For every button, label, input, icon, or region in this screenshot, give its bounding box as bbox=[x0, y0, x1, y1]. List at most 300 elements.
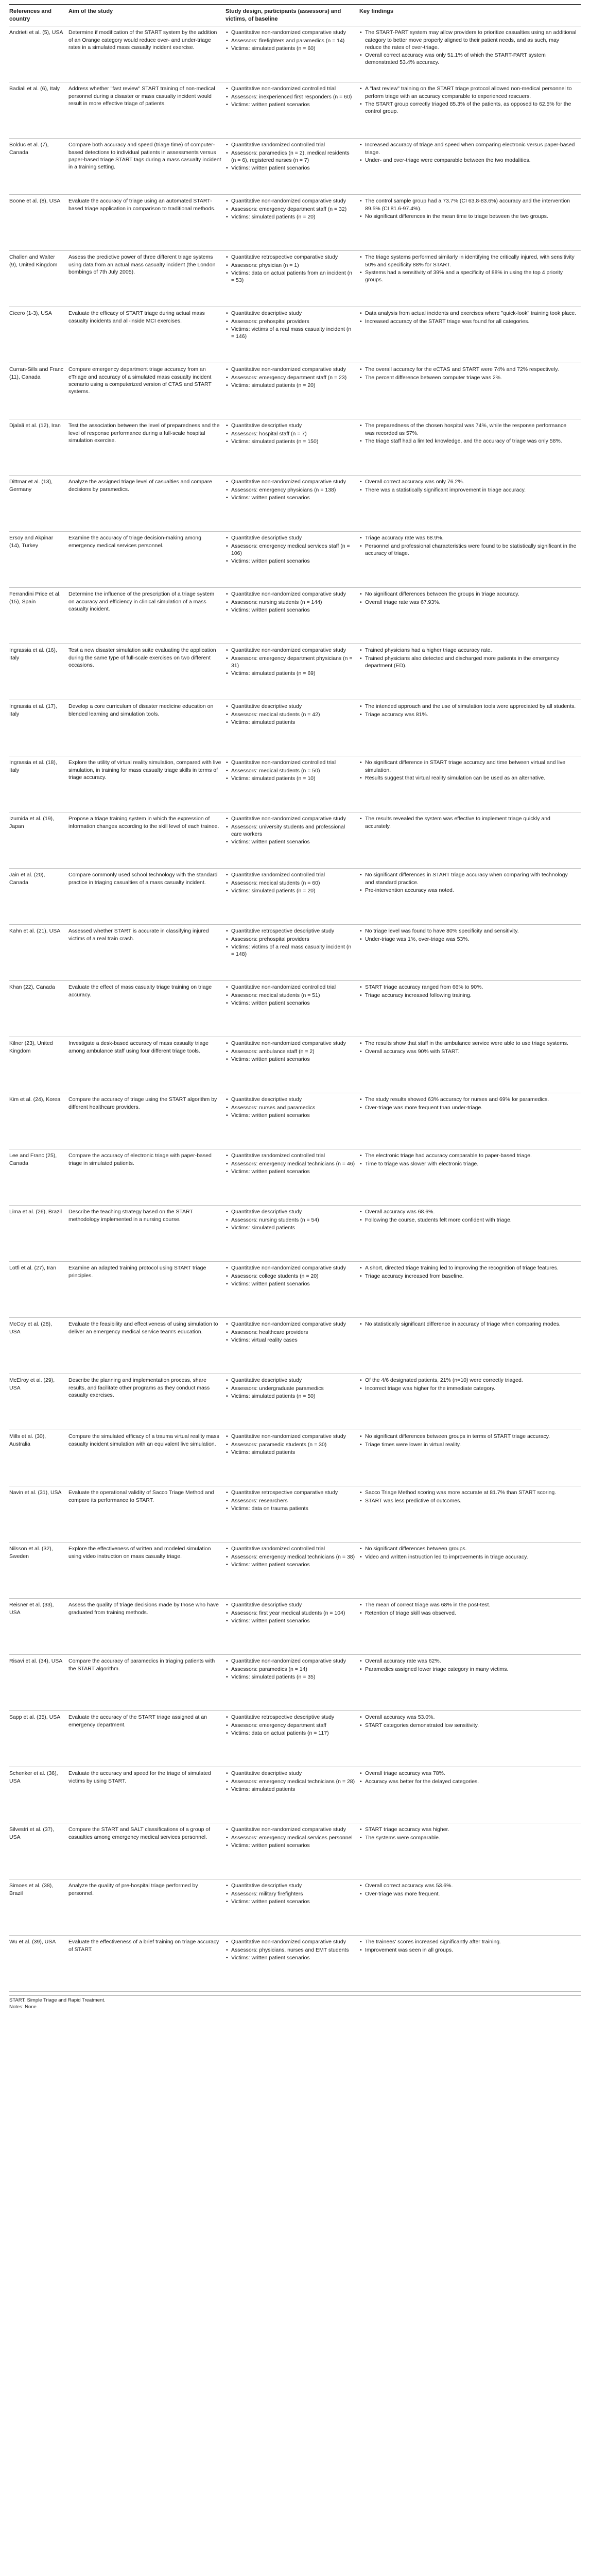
cell-aim: Describe the teaching strategy based on the START methodology implemented in a nursing course. bbox=[68, 1206, 225, 1262]
findings-item: • No significant difference in START triage accuracy and time between virtual and live simulation. bbox=[365, 759, 577, 773]
design-item: • Quantitative descriptive study bbox=[231, 703, 355, 710]
design-item: • Assessors: inexperienced first responders (n = 60) bbox=[231, 93, 355, 100]
design-item: • Victims: written patient scenarios bbox=[231, 557, 355, 565]
cell-reference: Simoes et al. (38), Brazil bbox=[9, 1879, 68, 1936]
cell-design bbox=[225, 1262, 359, 1318]
cell-aim: Describe the planning and implementation process, share results, and facilitate other programs as they conduct mass casualty exercises. bbox=[68, 1374, 225, 1430]
design-item: • Assessors: emergency medical technicians (n = 38) bbox=[231, 1553, 355, 1561]
findings-list bbox=[359, 310, 577, 325]
footnote: Notes: None. bbox=[9, 2004, 38, 2010]
table-row bbox=[9, 812, 581, 869]
table-row bbox=[9, 1711, 581, 1767]
table-row bbox=[9, 363, 581, 419]
cell-design bbox=[225, 1823, 359, 1879]
findings-list bbox=[359, 366, 577, 381]
findings-list bbox=[359, 703, 577, 718]
findings-item: • The overall accuracy for the eCTAS and START were 74% and 72% respectively. bbox=[365, 366, 577, 373]
table-row bbox=[9, 869, 581, 925]
design-item: • Quantitative descriptive study bbox=[231, 1882, 355, 1889]
findings-list bbox=[359, 141, 577, 163]
cell-findings bbox=[359, 532, 581, 588]
findings-item: • Overall correct accuracy was only 76.2%. bbox=[365, 478, 577, 485]
cell-aim: Compare the accuracy of electronic triage with paper-based triage in simulated patients. bbox=[68, 1149, 225, 1206]
cell-reference: Ingrassia et al. (16), Italy bbox=[9, 644, 68, 700]
design-item: • Assessors: emergency medical services personnel bbox=[231, 1834, 355, 1841]
cell-findings bbox=[359, 1318, 581, 1374]
design-list bbox=[225, 85, 355, 108]
design-list bbox=[225, 197, 355, 220]
design-item: • Assessors: emergency department staff bbox=[231, 1722, 355, 1729]
design-item: • Assessors: emergency physicians (n = 138) bbox=[231, 486, 355, 494]
cell-aim: Determine the influence of the prescription of a triage system on accuracy and efficiency in clinical simulation of a mass casualty incident. bbox=[68, 588, 225, 644]
cell-findings bbox=[359, 363, 581, 419]
cell-aim: Evaluate the effect of mass casualty triage training on triage accuracy. bbox=[68, 981, 225, 1037]
design-item: • Assessors: firefighters and paramedics (n = 14) bbox=[231, 37, 355, 44]
design-list bbox=[225, 422, 355, 445]
header-design: Study design, participants (assessors) and victims, of baseline bbox=[225, 5, 359, 26]
table-row bbox=[9, 1430, 581, 1486]
findings-item: • Pre-intervention accuracy was noted. bbox=[365, 887, 577, 894]
design-item: • Victims: written patient scenarios bbox=[231, 101, 355, 108]
design-item: • Victims: written patient scenarios bbox=[231, 1617, 355, 1624]
design-item: • Assessors: prehospital providers bbox=[231, 318, 355, 325]
findings-item: • Incorrect triage was higher for the immediate category. bbox=[365, 1385, 577, 1392]
cell-design bbox=[225, 1093, 359, 1149]
cell-aim: Investigate a desk-based accuracy of mass casualty triage among ambulance staff using four different triage tools. bbox=[68, 1037, 225, 1093]
design-item: • Victims: simulated patients bbox=[231, 719, 355, 726]
findings-item: • The preparedness of the chosen hospital was 74%, while the response performance was recorded as 57%. bbox=[365, 422, 577, 436]
findings-list bbox=[359, 534, 577, 556]
table-row bbox=[9, 1037, 581, 1093]
findings-list bbox=[359, 815, 577, 829]
cell-reference: Badiali et al. (6), Italy bbox=[9, 82, 68, 139]
design-item: • Quantitative descriptive study bbox=[231, 422, 355, 429]
cell-findings bbox=[359, 1149, 581, 1206]
design-list bbox=[225, 1377, 355, 1399]
design-item: • Quantitative non-randomized comparative study bbox=[231, 647, 355, 654]
findings-item: • Triage accuracy increased from baseline. bbox=[365, 1273, 577, 1280]
table-row bbox=[9, 1767, 581, 1823]
cell-aim: Evaluate the effectiveness of a brief training on triage accuracy of START. bbox=[68, 1936, 225, 1992]
cell-aim: Compare the accuracy of paramedics in triaging patients with the START algorithm. bbox=[68, 1655, 225, 1711]
design-item: • Victims: written patient scenarios bbox=[231, 1280, 355, 1287]
findings-item: • Overall accuracy rate was 62%. bbox=[365, 1657, 577, 1665]
cell-findings bbox=[359, 700, 581, 756]
findings-item: • Over-triage was more frequent. bbox=[365, 1890, 577, 1897]
findings-item: • The study results showed 63% accuracy for nurses and 69% for paramedics. bbox=[365, 1096, 577, 1103]
cell-findings bbox=[359, 139, 581, 195]
design-item: • Quantitative retrospective comparative study bbox=[231, 253, 355, 261]
design-list bbox=[225, 253, 355, 283]
table-row bbox=[9, 1206, 581, 1262]
design-item: • Quantitative descriptive study bbox=[231, 1377, 355, 1384]
design-item: • Victims: written patient scenarios bbox=[231, 1561, 355, 1568]
cell-findings bbox=[359, 1599, 581, 1655]
table-body bbox=[9, 26, 581, 1992]
findings-list bbox=[359, 253, 577, 283]
table-footnotes bbox=[9, 1995, 581, 2011]
cell-findings bbox=[359, 1879, 581, 1936]
findings-item: • Of the 4/6 designated patients, 21% (n=10) were correctly triaged. bbox=[365, 1377, 577, 1384]
cell-aim: Propose a triage training system in which the expression of information changes according to the skill level of each trainee. bbox=[68, 812, 225, 869]
design-item: • Victims: data on actual patients (n = 117) bbox=[231, 1730, 355, 1737]
findings-item: • The control sample group had a 73.7% (CI 63.8-83.6%) accuracy and the intervention 89.5% (CI 81.6-97.4%). bbox=[365, 197, 577, 212]
cell-reference: Dittmar et al. (13), Germany bbox=[9, 476, 68, 532]
table-row bbox=[9, 476, 581, 532]
design-item: • Quantitative descriptive study bbox=[231, 1770, 355, 1777]
cell-design bbox=[225, 532, 359, 588]
design-item: • Assessors: emergency department physicians (n = 31) bbox=[231, 655, 355, 669]
design-item: • Assessors: university students and professional care workers bbox=[231, 823, 355, 838]
design-item: • Assessors: emergency medical services staff (n = 106) bbox=[231, 543, 355, 557]
design-list bbox=[225, 366, 355, 388]
table-row bbox=[9, 588, 581, 644]
design-item: • Quantitative non-randomized comparative study bbox=[231, 815, 355, 822]
cell-aim: Test a new disaster simulation suite evaluating the application during the same type of full-scale exercises on two different occasions. bbox=[68, 644, 225, 700]
design-item: • Quantitative non-randomized comparative study bbox=[231, 1433, 355, 1440]
cell-design bbox=[225, 700, 359, 756]
cell-design bbox=[225, 476, 359, 532]
table-row bbox=[9, 1486, 581, 1543]
findings-item: • No significant differences in the mean time to triage between the two groups. bbox=[365, 213, 577, 220]
cell-aim: Compare both accuracy and speed (triage time) of computer-based detections to individual patients in assessments versus paper-based triage START tags during a mass casualty incident in a training setting. bbox=[68, 139, 225, 195]
design-list bbox=[225, 1826, 355, 1849]
design-item: • Assessors: nursing students (n = 54) bbox=[231, 1216, 355, 1224]
cell-findings bbox=[359, 1093, 581, 1149]
design-list bbox=[225, 815, 355, 845]
findings-list bbox=[359, 1601, 577, 1616]
design-item: • Victims: victims of a real mass casualty incident (n = 148) bbox=[231, 943, 355, 958]
design-item: • Quantitative non-randomized comparative study bbox=[231, 1657, 355, 1665]
findings-list bbox=[359, 1208, 577, 1223]
cell-design bbox=[225, 1037, 359, 1093]
table-row bbox=[9, 1149, 581, 1206]
design-item: • Victims: written patient scenarios bbox=[231, 1954, 355, 1961]
studies-table bbox=[9, 4, 581, 1992]
findings-list bbox=[359, 1938, 577, 1953]
design-item: • Victims: written patient scenarios bbox=[231, 494, 355, 501]
design-item: • Victims: simulated patients (n = 60) bbox=[231, 45, 355, 52]
design-item: • Quantitative randomized controlled trial bbox=[231, 141, 355, 148]
cell-reference: McElroy et al. (29), USA bbox=[9, 1374, 68, 1430]
cell-design bbox=[225, 1879, 359, 1936]
design-list bbox=[225, 1040, 355, 1062]
design-item: • Victims: simulated patients (n = 20) bbox=[231, 382, 355, 389]
findings-item: • START triage accuracy ranged from 66% to 90%. bbox=[365, 984, 577, 991]
findings-item: • START triage accuracy was higher. bbox=[365, 1826, 577, 1833]
design-list bbox=[225, 1433, 355, 1455]
design-item: • Victims: simulated patients (n = 69) bbox=[231, 670, 355, 677]
design-list bbox=[225, 1208, 355, 1231]
table-row bbox=[9, 1879, 581, 1936]
table-row bbox=[9, 756, 581, 812]
cell-reference: Sapp et al. (35), USA bbox=[9, 1711, 68, 1767]
design-item: • Assessors: emergency department staff (n = 32) bbox=[231, 206, 355, 213]
design-item: • Quantitative retrospective descriptive study bbox=[231, 927, 355, 935]
cell-reference: Wu et al. (39), USA bbox=[9, 1936, 68, 1992]
design-item: • Victims: simulated patients bbox=[231, 1224, 355, 1231]
cell-reference: Khan (22), Canada bbox=[9, 981, 68, 1037]
cell-design bbox=[225, 1711, 359, 1767]
findings-list bbox=[359, 1770, 577, 1785]
design-item: • Victims: written patient scenarios bbox=[231, 1842, 355, 1849]
findings-item: • Increased accuracy of triage and speed when comparing electronic versus paper-based triage. bbox=[365, 141, 577, 156]
findings-item: • Overall accuracy was 68.6%. bbox=[365, 1208, 577, 1215]
table-row bbox=[9, 700, 581, 756]
cell-findings bbox=[359, 981, 581, 1037]
cell-reference: Boone et al. (8), USA bbox=[9, 195, 68, 251]
cell-design bbox=[225, 1767, 359, 1823]
design-item: • Assessors: prehospital providers bbox=[231, 936, 355, 943]
design-item: • Assessors: medical students (n = 60) bbox=[231, 879, 355, 887]
design-item: • Quantitative non-randomized controlled trial bbox=[231, 984, 355, 991]
cell-design bbox=[225, 644, 359, 700]
findings-list bbox=[359, 1826, 577, 1841]
cell-findings bbox=[359, 1711, 581, 1767]
cell-reference: Ingrassia et al. (17), Italy bbox=[9, 700, 68, 756]
cell-aim: Determine if modification of the START system by the addition of an Orange category would reduce over- and under-triage rates in a simulated mass casualty incident exercise. bbox=[68, 26, 225, 82]
cell-findings bbox=[359, 476, 581, 532]
design-item: • Quantitative retrospective descriptive study bbox=[231, 1714, 355, 1721]
cell-aim: Examine the accuracy of triage decision-making among emergency medical services personnel. bbox=[68, 532, 225, 588]
cell-reference: Lima et al. (26), Brazil bbox=[9, 1206, 68, 1262]
findings-list bbox=[359, 1657, 577, 1672]
findings-item: • Systems had a sensitivity of 39% and a specificity of 88% in using the top 4 priority groups. bbox=[365, 269, 577, 283]
design-list bbox=[225, 703, 355, 725]
findings-item: • There was a statistically significant improvement in triage accuracy. bbox=[365, 486, 577, 494]
cell-design bbox=[225, 363, 359, 419]
design-item: • Victims: written patient scenarios bbox=[231, 606, 355, 614]
cell-design bbox=[225, 307, 359, 363]
design-item: • Victims: written patient scenarios bbox=[231, 1168, 355, 1175]
cell-design bbox=[225, 812, 359, 869]
cell-aim: Evaluate the efficacy of START triage during actual mass casualty incidents and all-inside MCI exercises. bbox=[68, 307, 225, 363]
findings-list bbox=[359, 1377, 577, 1392]
cell-aim: Assessed whether START is accurate in classifying injured victims of a real train crash. bbox=[68, 925, 225, 981]
findings-item: • Overall triage rate was 67.93%. bbox=[365, 599, 577, 606]
findings-item: • Overall correct accuracy was 53.6%. bbox=[365, 1882, 577, 1889]
findings-item: • Overall accuracy was 53.0%. bbox=[365, 1714, 577, 1721]
design-list bbox=[225, 1152, 355, 1175]
findings-item: • Over-triage was more frequent than under-triage. bbox=[365, 1104, 577, 1111]
design-list bbox=[225, 590, 355, 613]
findings-item: • Under- and over-triage were comparable between the two modalities. bbox=[365, 157, 577, 164]
findings-list bbox=[359, 1545, 577, 1560]
table-row bbox=[9, 1823, 581, 1879]
findings-list bbox=[359, 1320, 577, 1328]
design-item: • Assessors: military firefighters bbox=[231, 1890, 355, 1897]
design-item: • Quantitative non-randomized comparative study bbox=[231, 1938, 355, 1945]
cell-reference: Kim et al. (24), Korea bbox=[9, 1093, 68, 1149]
cell-design bbox=[225, 1936, 359, 1992]
design-list bbox=[225, 1489, 355, 1512]
findings-list bbox=[359, 1264, 577, 1279]
design-item: • Victims: written patient scenarios bbox=[231, 1898, 355, 1905]
table-row bbox=[9, 195, 581, 251]
design-item: • Assessors: emergency department staff (n = 23) bbox=[231, 374, 355, 381]
table-row bbox=[9, 925, 581, 981]
cell-reference: Andrieti et al. (5), USA bbox=[9, 26, 68, 82]
design-item: • Quantitative non-randomized comparative study bbox=[231, 590, 355, 598]
design-item: • Victims: simulated patients (n = 20) bbox=[231, 213, 355, 221]
cell-findings bbox=[359, 869, 581, 925]
design-item: • Quantitative non-randomized comparative study bbox=[231, 366, 355, 373]
cell-findings bbox=[359, 1430, 581, 1486]
cell-design bbox=[225, 869, 359, 925]
design-item: • Victims: simulated patients bbox=[231, 1786, 355, 1793]
cell-reference: Kilner (23), United Kingdom bbox=[9, 1037, 68, 1093]
cell-design bbox=[225, 588, 359, 644]
cell-design bbox=[225, 1149, 359, 1206]
cell-aim: Evaluate the accuracy of the START triage assigned at an emergency department. bbox=[68, 1711, 225, 1767]
design-item: • Victims: written patient scenarios bbox=[231, 1056, 355, 1063]
design-item: • Assessors: medical students (n = 51) bbox=[231, 992, 355, 999]
cell-design bbox=[225, 139, 359, 195]
findings-list bbox=[359, 647, 577, 669]
findings-item: • Overall triage accuracy was 78%. bbox=[365, 1770, 577, 1777]
cell-design bbox=[225, 82, 359, 139]
findings-list bbox=[359, 984, 577, 998]
findings-list bbox=[359, 590, 577, 605]
findings-item: • No statistically significant difference in accuracy of triage when comparing modes. bbox=[365, 1320, 577, 1328]
table-row bbox=[9, 1262, 581, 1318]
findings-item: • Results suggest that virtual reality simulation can be used as an alternative. bbox=[365, 774, 577, 782]
findings-item: • Trained physicians had a higher triage accuracy rate. bbox=[365, 647, 577, 654]
design-item: • Quantitative non-randomized comparative study bbox=[231, 478, 355, 485]
findings-list bbox=[359, 478, 577, 493]
design-item: • Quantitative non-randomized comparative study bbox=[231, 1826, 355, 1833]
design-list bbox=[225, 1601, 355, 1624]
cell-reference: Risavi et al. (34), USA bbox=[9, 1655, 68, 1711]
cell-design bbox=[225, 251, 359, 307]
design-list bbox=[225, 1096, 355, 1118]
findings-list bbox=[359, 1714, 577, 1728]
design-item: • Assessors: medical students (n = 42) bbox=[231, 711, 355, 718]
design-list bbox=[225, 759, 355, 782]
table-row bbox=[9, 1318, 581, 1374]
findings-item: • The results revealed the system was effective to implement triage quickly and accurately. bbox=[365, 815, 577, 829]
design-list bbox=[225, 478, 355, 501]
cell-aim: Evaluate the operational validity of Sacco Triage Method and compare its performance to START. bbox=[68, 1486, 225, 1543]
table-row bbox=[9, 1599, 581, 1655]
design-item: • Victims: simulated patients (n = 35) bbox=[231, 1673, 355, 1681]
cell-aim: Examine an adapted training protocol using START triage principles. bbox=[68, 1262, 225, 1318]
cell-findings bbox=[359, 925, 581, 981]
design-item: • Quantitative non-randomized comparative study bbox=[231, 1264, 355, 1272]
design-item: • Assessors: ambulance staff (n = 2) bbox=[231, 1048, 355, 1055]
findings-item: • Time to triage was slower with electronic triage. bbox=[365, 1160, 577, 1167]
findings-item: • The mean of correct triage was 68% in the post-test. bbox=[365, 1601, 577, 1608]
design-list bbox=[225, 871, 355, 894]
findings-item: • The trainees' scores increased significantly after training. bbox=[365, 1938, 577, 1945]
cell-findings bbox=[359, 26, 581, 82]
cell-reference: Ersoy and Akpinar (14), Turkey bbox=[9, 532, 68, 588]
cell-findings bbox=[359, 1374, 581, 1430]
cell-design bbox=[225, 1543, 359, 1599]
cell-design bbox=[225, 925, 359, 981]
design-item: • Assessors: undergraduate paramedics bbox=[231, 1385, 355, 1392]
design-list bbox=[225, 1770, 355, 1792]
cell-findings bbox=[359, 195, 581, 251]
findings-item: • Trained physicians also detected and discharged more patients in the emergency department (ED). bbox=[365, 655, 577, 669]
cell-reference: Izumida et al. (19), Japan bbox=[9, 812, 68, 869]
findings-list bbox=[359, 1152, 577, 1167]
findings-item: • Under-triage was 1%, over-triage was 53%. bbox=[365, 936, 577, 943]
findings-item: • Personnel and professional characteristics were found to be statistically significant in the accuracy of triage. bbox=[365, 543, 577, 557]
design-item: • Assessors: emergency medical technicians (n = 46) bbox=[231, 1160, 355, 1167]
design-item: • Victims: simulated patients (n = 10) bbox=[231, 775, 355, 782]
cell-reference: Kahn et al. (21), USA bbox=[9, 925, 68, 981]
findings-item: • No significant differences between groups in terms of START triage accuracy. bbox=[365, 1433, 577, 1440]
findings-list bbox=[359, 85, 577, 114]
cell-reference: McCoy et al. (28), USA bbox=[9, 1318, 68, 1374]
design-item: • Quantitative descriptive study bbox=[231, 1096, 355, 1103]
design-list bbox=[225, 310, 355, 340]
cell-aim: Evaluate the accuracy of triage using an automated START-based triage application in comparison to traditional methods. bbox=[68, 195, 225, 251]
design-item: • Assessors: paramedic students (n = 30) bbox=[231, 1441, 355, 1448]
findings-item: • The START group correctly triaged 85.3% of the patients, as opposed to 62.5% for the control group. bbox=[365, 100, 577, 115]
cell-findings bbox=[359, 1037, 581, 1093]
design-list bbox=[225, 141, 355, 171]
findings-item: • Triage accuracy rate was 68.9%. bbox=[365, 534, 577, 541]
design-item: • Victims: simulated patients (n = 50) bbox=[231, 1393, 355, 1400]
cell-findings bbox=[359, 1543, 581, 1599]
findings-item: • Paramedics assigned lower triage category in many victims. bbox=[365, 1666, 577, 1673]
cell-findings bbox=[359, 1206, 581, 1262]
findings-list bbox=[359, 1489, 577, 1504]
design-item: • Assessors: paramedics (n = 2), medical residents (n = 6), registered nurses (n = 7) bbox=[231, 149, 355, 164]
design-item: • Victims: written patient scenarios bbox=[231, 1112, 355, 1119]
design-list bbox=[225, 927, 355, 957]
cell-reference: Reisner et al. (33), USA bbox=[9, 1599, 68, 1655]
table-row bbox=[9, 307, 581, 363]
cell-findings bbox=[359, 644, 581, 700]
design-item: • Victims: simulated patients (n = 20) bbox=[231, 887, 355, 894]
findings-item: • The START-PART system may allow providers to prioritize casualties using an additional category to better move properly aligned to their patient needs, and as such, may reduce the rates of over-triage. bbox=[365, 29, 577, 50]
page bbox=[9, 0, 581, 2011]
design-item: • Assessors: medical students (n = 50) bbox=[231, 767, 355, 774]
cell-design bbox=[225, 1206, 359, 1262]
cell-findings bbox=[359, 1823, 581, 1879]
findings-item: • No significant differences between groups. bbox=[365, 1545, 577, 1552]
design-item: • Quantitative randomized controlled trial bbox=[231, 1152, 355, 1159]
cell-design bbox=[225, 756, 359, 812]
cell-aim: Explore the effectiveness of written and modeled simulation using video instruction on mass casualty triage. bbox=[68, 1543, 225, 1599]
findings-item: • Overall correct accuracy was only 51.1% of which the START-PART system demonstrated 53.4% accuracy. bbox=[365, 52, 577, 66]
design-item: • Quantitative descriptive study bbox=[231, 1208, 355, 1215]
cell-reference: Lotfi et al. (27), Iran bbox=[9, 1262, 68, 1318]
table-row bbox=[9, 82, 581, 139]
cell-reference: Navin et al. (31), USA bbox=[9, 1486, 68, 1543]
design-item: • Assessors: paramedics (n = 14) bbox=[231, 1666, 355, 1673]
table-row bbox=[9, 1655, 581, 1711]
findings-list bbox=[359, 1433, 577, 1448]
table-row bbox=[9, 532, 581, 588]
findings-item: • Increased accuracy of the START triage was found for all categories. bbox=[365, 318, 577, 325]
cell-findings bbox=[359, 251, 581, 307]
cell-reference: Mills et al. (30), Australia bbox=[9, 1430, 68, 1486]
findings-item: • START was less predictive of outcomes. bbox=[365, 1497, 577, 1504]
cell-aim: Assess the quality of triage decisions made by those who have graduated from training methods. bbox=[68, 1599, 225, 1655]
design-item: • Quantitative non-randomized comparative study bbox=[231, 29, 355, 36]
table-row bbox=[9, 1543, 581, 1599]
cell-aim: Assess the predictive power of three different triage systems using data from an actual mass casualty incident (the London bombings of 7th July 2005). bbox=[68, 251, 225, 307]
design-item: • Victims: written patient scenarios bbox=[231, 999, 355, 1007]
cell-findings bbox=[359, 419, 581, 476]
findings-list bbox=[359, 1882, 577, 1897]
design-item: • Assessors: researchers bbox=[231, 1497, 355, 1504]
cell-design bbox=[225, 419, 359, 476]
